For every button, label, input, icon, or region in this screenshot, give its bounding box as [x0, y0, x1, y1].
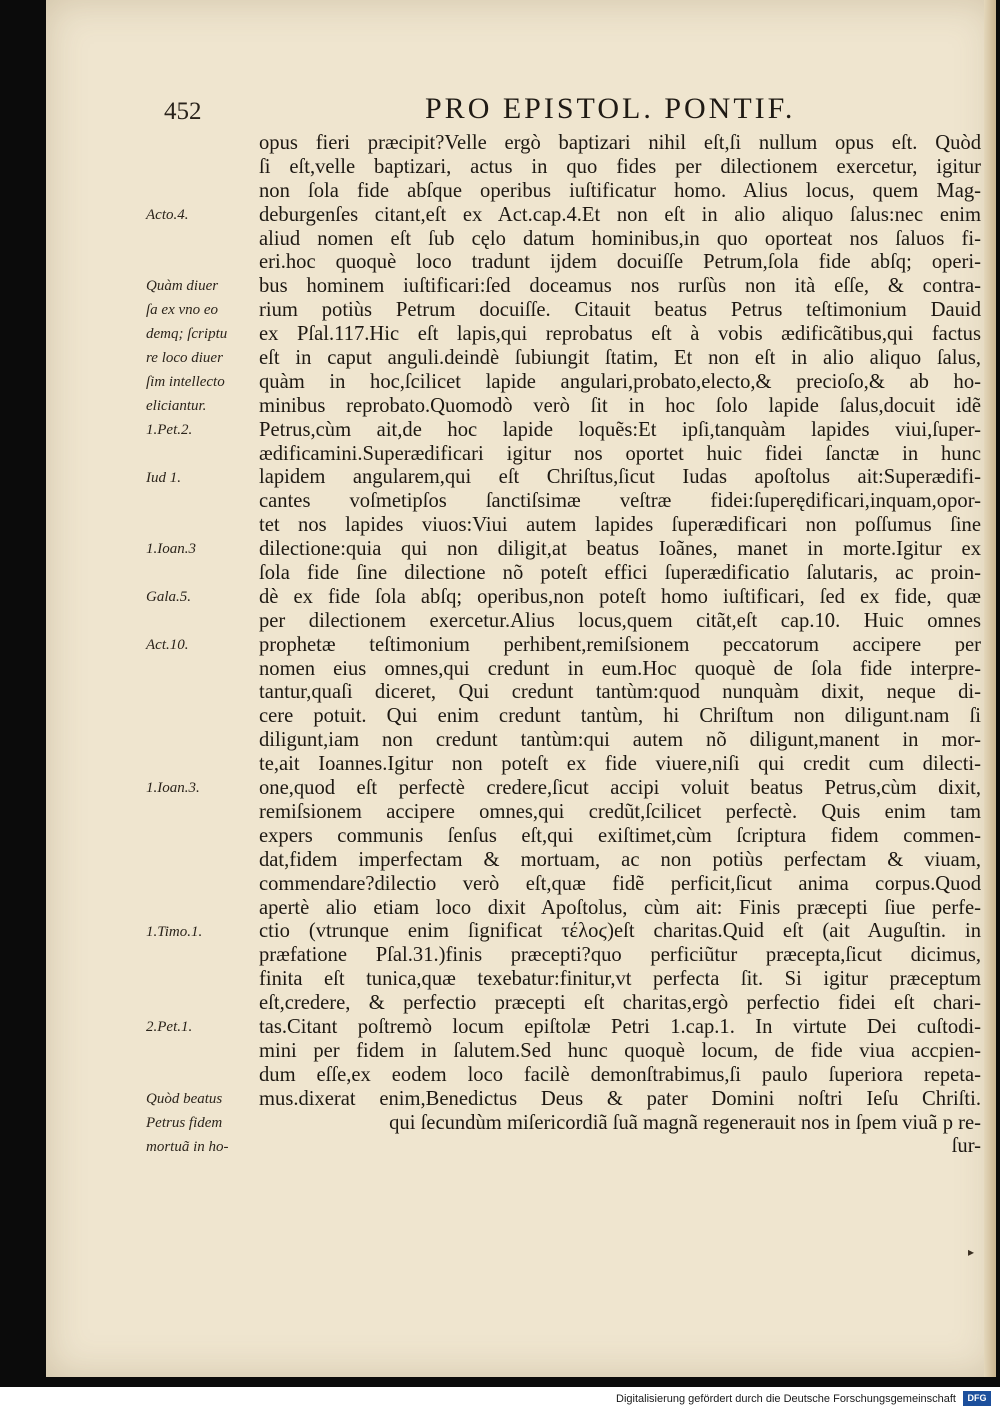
- text-line: cere potuit. Qui enim credunt tantùm, hi Chriſtum non diligunt.nam ſi: [259, 705, 981, 728]
- marginal-note-line: Iud 1.: [146, 469, 181, 486]
- marginal-note: [146, 275, 227, 418]
- marginal-note: [146, 467, 181, 491]
- page-edge: [984, 0, 996, 1377]
- marginal-note-line: Acto.4.: [146, 206, 189, 223]
- marginal-note-line: Quòd beatus: [146, 1091, 223, 1107]
- marginal-note-line: Act.10.: [146, 636, 189, 653]
- marginal-note: [146, 586, 191, 610]
- text-line: ctio (vtrunque enim ſignificat τέλοϛ)eſt charitas.Quid eſt (ait Auguſtin. in: [259, 920, 981, 943]
- text-line: tas.Citant poſtremò locum epiſtolæ Petri 1.cap.1. In virtute Dei cuſtodi-: [259, 1015, 981, 1038]
- dfg-logo-icon: DFG: [963, 1391, 991, 1406]
- text-line: nomen eius omnes,qui credunt in eum.Hoc quoquè de ſola fide interpre-: [259, 657, 981, 680]
- text-line: non ſola fide abſque operibus iuſtificatur homo. Alius locus, quem Mag-: [259, 179, 981, 202]
- text-line: commendare?dilectio verò eſt,quæ fidẽ perficit,ſicut anima corpus.Quod: [259, 872, 981, 895]
- running-head: PRO EPISTOL. PONTIF.: [425, 92, 796, 125]
- marginal-note-line: 1.Ioan.3.: [146, 780, 200, 797]
- text-line: aliud nomen eſt ſub cęlo datum hominibus,in quo oporteat nos ſaluos fi-: [259, 227, 981, 250]
- text-line: per dilectionem exercetur.Alius locus,quem citãt,eſt cap.10. Huic omnes: [259, 609, 981, 632]
- text-line: mus.dixerat enim,Benedictus Deus & pater Domini noſtri Ieſu Chriſti.: [259, 1087, 981, 1110]
- text-line: ſola fide ſine dilectione nõ poteſt effici ſuperædificatio ſalutaris, ac proin-: [259, 562, 981, 585]
- funding-credit: Digitalisierung gefördert durch die Deutsche Forschungsgemeinschaft: [616, 1393, 956, 1405]
- text-line: ſur-: [951, 1135, 981, 1158]
- text-line: cantes voſmetipſos ſanctiſsimæ veſtræ fidei:ſuperędificari,inquam,opor-: [259, 490, 981, 513]
- text-line: Petrus,cùm ait,de hoc lapide loquẽs:Et ipſi,tanquàm lapides viui,ſuper-: [259, 418, 981, 441]
- marginal-note: [146, 1088, 229, 1160]
- text-line: deburgenſes citant,eſt ex Act.cap.4.Et non eſt in alio aliquo ſalus:nec enim: [259, 203, 981, 226]
- marginal-note: [146, 634, 189, 658]
- marginal-note: [146, 538, 196, 562]
- text-line: te,ait Ioannes.Igitur non poteſt ex fide viuere,niſi qui credit cum dilecti-: [259, 753, 981, 776]
- marginal-note-line: ſim intellecto: [146, 373, 225, 390]
- text-line: remiſsionem accipere omnes,qui credũt,ſcilicet perfectè. Quis enim tam: [259, 800, 981, 823]
- marginal-note-line: mortuã in ho-: [146, 1138, 229, 1155]
- text-line: eſt,credere, & perfectio præcepti eſt charitas,ergò perfectio fidei eſt chari-: [259, 992, 981, 1015]
- text-line: eri.hoc quoquè loco tradunt ijdem docuiſſe Petrum,ſola fide abſq; operi-: [259, 251, 981, 274]
- text-line: mini per fidem in ſalutem.Sed hunc quoquè locum, de fide viua accpien-: [259, 1039, 981, 1062]
- page-number: 452: [164, 98, 202, 125]
- text-line: ædificamini.Superædificari igitur nos oportet huic fidei ſanctæ in hunc: [259, 442, 981, 465]
- marginal-note-line: Petrus fidem: [146, 1114, 223, 1131]
- text-line: bus hominem iuſtificari:ſed doceamus nos rurſùs non ità eſſe, & contra-: [259, 275, 981, 298]
- marginal-note: [146, 204, 189, 228]
- body-text: [259, 132, 981, 1159]
- marginal-note: [146, 419, 192, 443]
- text-line: eſt in caput anguli.deindè ſubiungit ſtatim, Et non eſt in alio aliquo ſalus,: [259, 347, 981, 370]
- text-line: ſi eſt,velle baptizari, actus in quo fides per dilectionem exercetur, igitur: [259, 155, 981, 178]
- text-line: rium potiùs Petrum docuiſſe. Citauit beatus Petrus teſtimonium Dauid: [259, 299, 981, 322]
- text-line: præfatione Pſal.31.)finis præcepti?quo perficiũtur præcepta,ſicut dicimus,: [259, 944, 981, 967]
- marginal-note: [146, 777, 200, 801]
- marginal-note-line: 1.Ioan.3: [146, 541, 196, 558]
- marginal-note-line: Gala.5.: [146, 589, 191, 606]
- marginal-note: [146, 1016, 192, 1040]
- marginal-note-line: ſa ex vno eo: [146, 302, 219, 319]
- marginal-note-line: re loco diuer: [146, 350, 223, 367]
- text-line: dat,fidem imperfectam & mortuam, ac non potiùs perfectam & viuam,: [259, 848, 981, 871]
- catchword-arrow-icon: ▸: [968, 1245, 975, 1259]
- text-line: qui ſecundùm miſericordiã ſuã magnã regenerauit nos in ſpem viuã p re-: [389, 1111, 981, 1134]
- text-line: expers communis ſenſus eſt,qui exiſtimet,cùm ſcriptura fidem commen-: [259, 824, 981, 847]
- text-line: tantur,quaſi diceret, Qui credunt tantùm:quod nunquàm dixit, neque di-: [259, 681, 981, 704]
- marginal-note-line: 1.Pet.2.: [146, 421, 193, 438]
- text-line: lapidem angularem,qui eſt Chriſtus,ſicut Iudas apoſtolus ait:Superædifi-: [259, 466, 981, 489]
- marginal-note: [146, 921, 202, 945]
- text-line: prophetæ teſtimonium perhibent,remiſsionem peccatorum accipere per: [259, 633, 981, 656]
- text-line: one,quod eſt perfectè credere,ſicut accipi voluit beatus Petrus,cùm dixit,: [259, 777, 981, 800]
- marginal-note-line: eliciantur.: [146, 397, 207, 414]
- text-line: apertè alio etiam loco dixit Apoſtolus, cùm ait: Finis præcepti ſiue perfe-: [259, 896, 981, 919]
- text-line: opus fieri præcipit?Velle ergò baptizari nihil eſt,ſi nullum opus eſt. Quòd: [259, 132, 981, 154]
- text-line: tet nos lapides viuos:Viui autem lapides ſuperædificari non poſſumus ſine: [259, 514, 981, 537]
- marginal-note-line: 1.Timo.1.: [146, 923, 203, 940]
- text-line: dè ex fide ſola abſq; operibus,non poteſt homo iuſtificari, ſed ex fide, quæ: [259, 585, 981, 608]
- text-line: dilectione:quia qui non diligit,at beatus Ioãnes, manet in morte.Igitur ex: [259, 538, 981, 561]
- text-line: minibus reprobato.Quomodò verò ſit in hoc ſolo lapide ſalus,docuit idẽ: [259, 394, 981, 417]
- text-line: quàm in hoc,ſcilicet lapide angulari,probato,electo,& precioſo,& ab ho-: [259, 370, 981, 393]
- marginal-note-line: Quàm diuer: [146, 278, 219, 295]
- text-line: finita eſt tunica,quæ texebatur:finitur,vt perfecta ſit. Si igitur præceptum: [259, 968, 981, 991]
- text-line: dum eſſe,ex eodem loco facilè demonſtrabimus,ſi paulo ſuperiora repeta-: [259, 1063, 981, 1086]
- marginal-note-line: demq; ſcriptu: [146, 326, 228, 343]
- text-line: ex Pſal.117.Hic eſt lapis,qui reprobatus eſt à vobis ædificãtibus,qui factus: [259, 323, 981, 346]
- text-line: diligunt,iam non credunt tantùm:qui autem nõ diligunt,manent in mor-: [259, 729, 981, 752]
- marginal-note-line: 2.Pet.1.: [146, 1019, 193, 1036]
